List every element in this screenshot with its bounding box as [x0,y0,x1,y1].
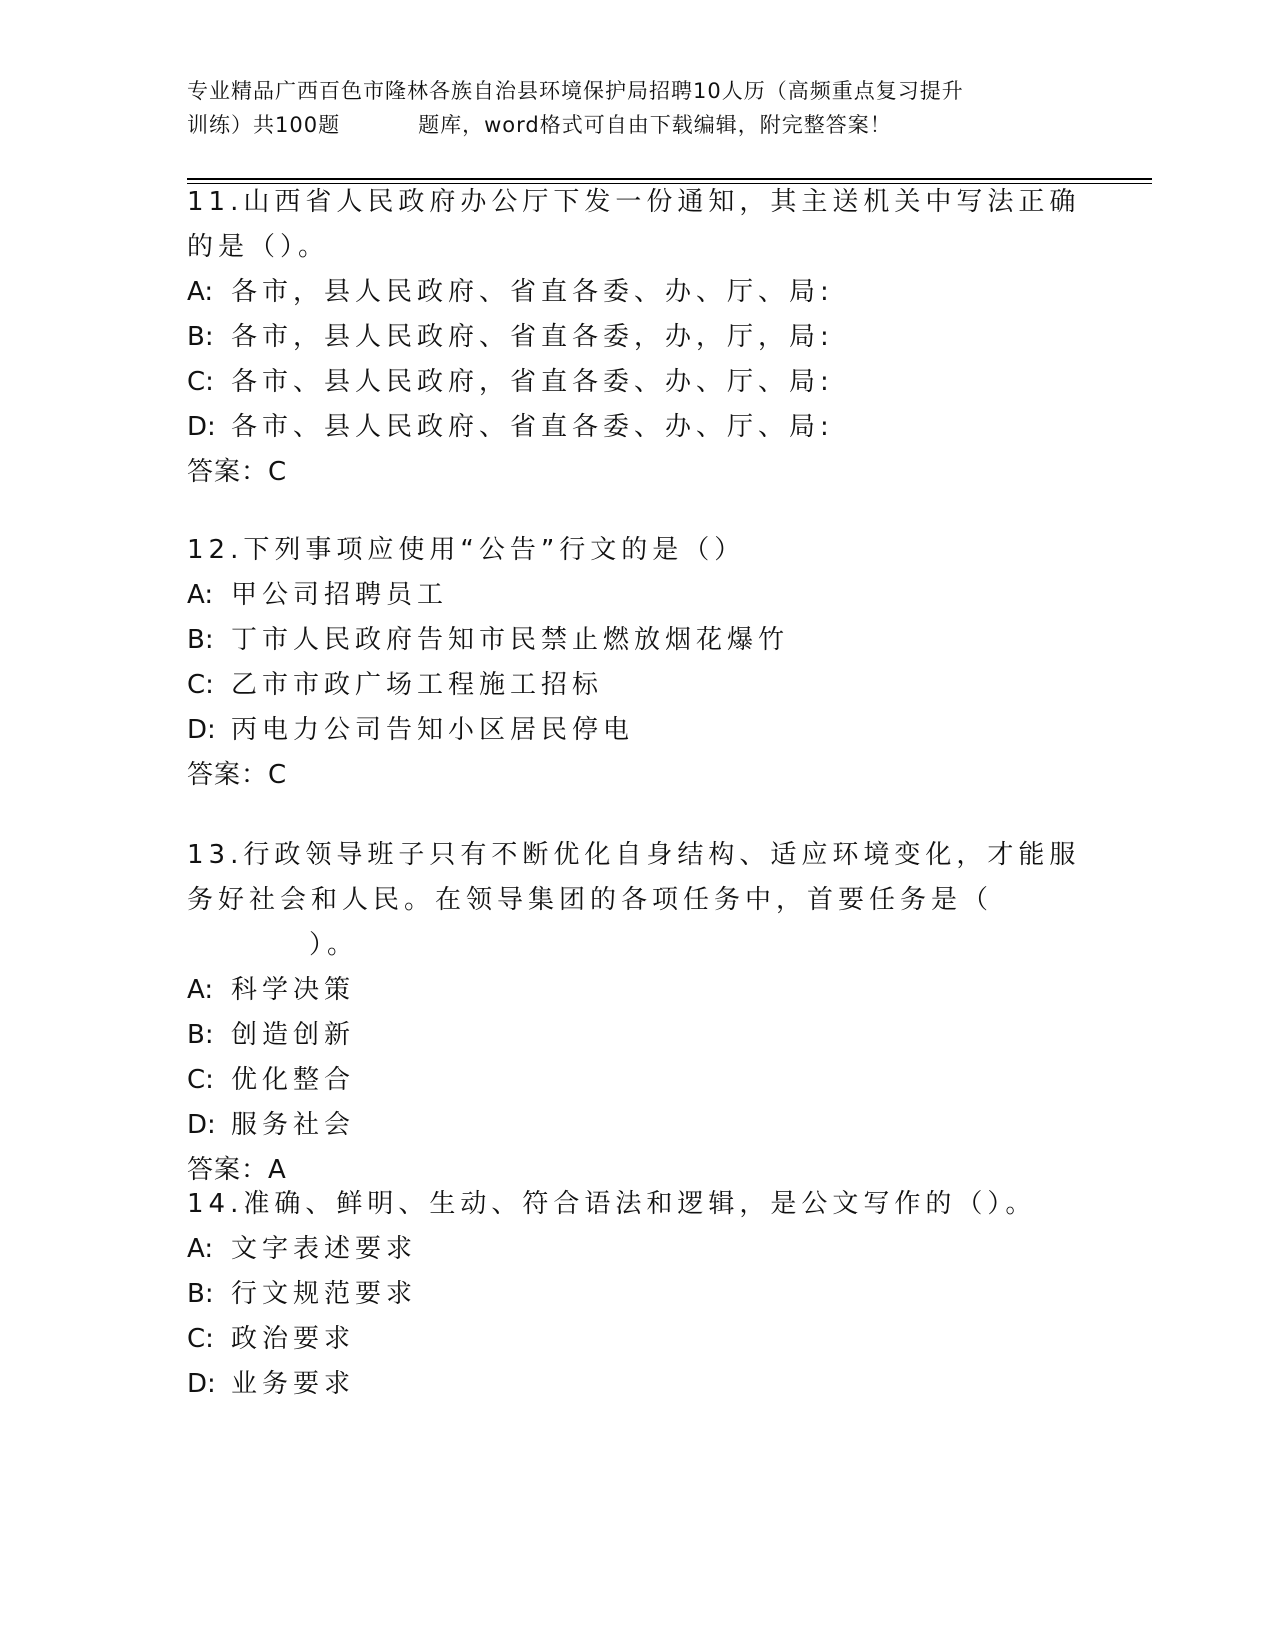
option-a [187,968,1087,1013]
option-key: A: [187,277,214,307]
option-d [187,1103,1087,1148]
document-header [187,74,1087,142]
question-stem: 12.下列事项应使用“公告”行文的是（） [187,535,746,565]
question-stem-end: ）。 [309,930,359,960]
option-key: A: [187,1234,214,1264]
option-text: 创造创新 [231,1020,356,1050]
option-key: B: [187,1020,214,1050]
option-text: 各市，县人民政府、省直各委、办、厅、局: [231,277,834,307]
option-text: 各市、县人民政府，省直各委、办、厅、局: [231,367,834,397]
question-14 [187,1182,1087,1407]
option-key: B: [187,322,214,352]
question-stem [187,833,1087,968]
option-key: C: [187,670,214,700]
option-text: 文字表述要求 [231,1234,418,1264]
option-text: 行文规范要求 [231,1279,418,1309]
option-a [187,1227,1087,1272]
option-key: D: [187,1110,216,1140]
option-b [187,1013,1087,1058]
option-d [187,405,1087,450]
option-key: C: [187,1065,214,1095]
header-line-2-part-2: 题库，word格式可自由下载编辑，附完整答案！ [418,113,892,137]
question-stem: 11.山西省人民政府办公厅下发一份通知，其主送机关中写法正确的是（）。 [187,187,1081,262]
option-b [187,315,1087,360]
option-a [187,573,1087,618]
question-stem-text: 13.行政领导班子只有不断优化自身结构、适应环境变化，才能服务好社会和人民。在领导集团的各项任务中，首要任务是（ [187,840,1081,915]
option-a [187,270,1087,315]
option-key: C: [187,1324,214,1354]
option-b [187,1272,1087,1317]
option-text: 各市，县人民政府、省直各委，办，厅，局: [231,322,834,352]
option-c [187,1317,1087,1362]
option-key: B: [187,1279,214,1309]
option-text: 业务要求 [231,1369,356,1399]
option-b [187,618,1087,663]
option-c [187,360,1087,405]
header-line-2 [187,108,1087,142]
answer: 答案：A [187,1155,287,1185]
option-c [187,663,1087,708]
option-c [187,1058,1087,1103]
option-text: 科学决策 [231,975,356,1005]
option-key: D: [187,412,216,442]
option-d [187,1362,1087,1407]
answer: 答案：C [187,760,288,790]
option-key: B: [187,625,214,655]
header-line-2-part-1: 训练）共100题 [187,113,341,137]
question-12 [187,528,1087,798]
header-line-1: 专业精品广西百色市隆林各族自治县环境保护局招聘10人历（高频重点复习提升 [187,79,964,103]
option-text: 丙电力公司告知小区居民停电 [231,715,635,745]
question-13 [187,833,1087,1193]
option-text: 丁市人民政府告知市民禁止燃放烟花爆竹 [231,625,790,655]
answer: 答案：C [187,457,288,487]
option-text: 乙市市政广场工程施工招标 [231,670,604,700]
option-text: 各市、县人民政府、省直各委、办、厅、局: [231,412,834,442]
option-key: D: [187,1369,216,1399]
option-text: 甲公司招聘员工 [231,580,449,610]
question-stem: 14.准确、鲜明、生动、符合语法和逻辑，是公文写作的（）。 [187,1189,1037,1219]
option-d [187,708,1087,753]
option-text: 优化整合 [231,1065,356,1095]
option-text: 政治要求 [231,1324,356,1354]
question-11 [187,180,1087,495]
option-key: A: [187,975,214,1005]
option-key: D: [187,715,216,745]
option-key: C: [187,367,214,397]
option-key: A: [187,580,214,610]
option-text: 服务社会 [231,1110,356,1140]
